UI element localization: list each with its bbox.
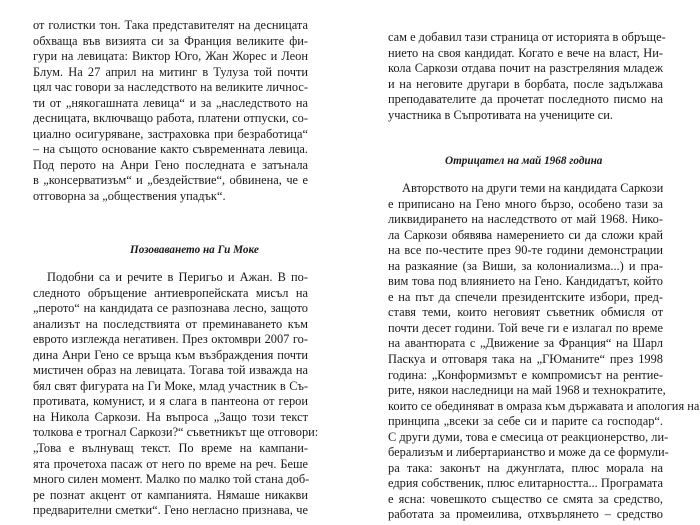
text-line: десницата, включващо работа, платени отпуски, со- [33, 111, 308, 126]
text-line: „перото“ на кандидата се разпознава лесно, защото [33, 301, 308, 316]
text-line: – на същото основание както съвременната левица. [33, 142, 308, 157]
text-line: на все по-честите през 90-те години демонстрации [388, 243, 663, 258]
text-line: в „консерватизъм“ и „бездействие“, обвинена, че е [33, 173, 308, 188]
text-line: ре познат акцент от кампанията. Нямаше никакви [33, 487, 308, 502]
section-heading-guy-moquet: Позоваването на Ги Моке [130, 244, 259, 256]
text-line: ла Саркози обявява намерението си да сложи край [388, 227, 663, 242]
text-line: нието на своя кандидат. Когато е вече на власт, Ни- [388, 45, 663, 60]
text-line: берализъм и либертарианство и може да се формули- [388, 445, 669, 460]
text-line: циално осигуряване, застраховка при безработица“ [33, 126, 308, 141]
text-line: отговорна за „обществения упадък“. [33, 189, 226, 204]
text-line: принципа „всеки за себе си и парите са господар“. [388, 414, 663, 429]
text-line: и на неговите другари в борбата, после задължава [388, 76, 663, 91]
text-line: гури на левицата: Виктор Юго, Жан Жорес и Леон [33, 49, 308, 64]
text-line: Подобни са и речите в Перигьо и Ажан. В по- [47, 270, 308, 284]
text-line: ята прочетоха пасаж от него по време на реч. Беше [33, 456, 308, 471]
text-line: предварителни сметки“. Гено неглaсно признава, че [33, 503, 308, 518]
text-line: еврото изглежда негативен. През октомври 2007 го- [33, 332, 308, 347]
text-line: „Това е вълнуващ текст. По време на кампани- [33, 441, 308, 456]
text-line: дина Анри Гено се връща към възбраждения почти [33, 347, 308, 362]
text-line: едрия собственик, плюс елитарността... Програмата [388, 476, 663, 491]
text-line: бял свят фигурата на Ги Моке, млад участник в Съ- [33, 378, 308, 393]
text-line: сам е добавил тази страница от историята в обръще- [388, 30, 666, 44]
text-line: година: „Конформизмът е компромисът на рентиe- [388, 367, 663, 382]
text-line: анализът на последствията от преминаването към [33, 316, 308, 331]
text-line: на Никола Саркози. На въпроса „Защо този текст [33, 409, 308, 424]
text-line: С други думи, това е смесица от реакционерство, ли- [388, 429, 669, 444]
text-line: почти десет години. Той вече ги е излагал по време [388, 320, 663, 335]
text-line: кола Саркози отдава почит на разстреляния младеж [388, 61, 663, 76]
right-page [350, 0, 700, 525]
text-line: Паскуа и отговаря така на „ГЮманите“ през 1998 [388, 352, 663, 367]
text-line: вим това под влиянието на Гено. Кандидатът, който [388, 274, 663, 289]
text-line: обхваща във визията си за Франция великите фи- [33, 33, 308, 48]
section-heading-may-1968: Отрицател на май 1968 година [445, 155, 603, 167]
text-line: преподавателите да прочетат последното писмо на [388, 92, 663, 107]
text-line: ра така: законът на джунглата, плюс морала на [388, 460, 663, 475]
text-line: Авторството на други теми на кандидата Саркози [402, 181, 664, 195]
text-line: противата, комунист, и я слага в пантеона от герои [33, 394, 308, 409]
text-line: рите, някои наследници на май 1968 и технократите, [388, 383, 666, 398]
text-line: Под перото на Анри Гено последната е затънала [33, 157, 308, 172]
text-line: ставя теми, които неговият съветник обмисля от [388, 305, 663, 320]
text-line: работата за промеилива, отхвърлянето – средство [388, 507, 663, 522]
text-line: е на път да спечели президентските избори, пред- [388, 289, 663, 304]
right-bottom-paragraph [388, 181, 700, 523]
left-top-paragraph [33, 18, 308, 205]
left-bottom-paragraph [33, 270, 319, 519]
text-line: на разкаяние (за Виши, за колониализма...) и пра- [388, 258, 663, 273]
right-top-paragraph [388, 30, 666, 123]
text-line: е приписано на Гено много бързо, особено тази за [388, 196, 663, 211]
text-line: толкова е трогнал Саркози?“ съветникът ще отговори: [33, 425, 319, 440]
text-line: ти от „някогашната левица“ и за „наследството на [33, 95, 308, 110]
text-line: следното обръщение антиевропейската мисъл на [33, 285, 308, 300]
text-line: ликвидирането на наследството от май 1968. Нико- [388, 212, 663, 227]
text-line: е ясна: човешкото същество се смята за средство, [388, 491, 663, 506]
text-line: които се обединяват в омраза към държавата и апология на [388, 398, 700, 413]
text-line: на авантюрата с „Движение за Франция“ на Шарл [388, 336, 663, 351]
text-line: много силен момент. Малко по малко той стана доб- [33, 472, 310, 487]
text-line: цял час говори за наследството на великите личнос- [33, 80, 308, 95]
text-line: от голистки тон. Така представителят на десницата [33, 18, 308, 32]
text-line: мистичен образ на левицата. Тогава той изважда на [33, 363, 308, 378]
text-line: Блум. На 27 април на митинг в Тулуза той почти [33, 64, 308, 79]
text-line: участника в Съпротивата на учениците си. [388, 107, 614, 122]
